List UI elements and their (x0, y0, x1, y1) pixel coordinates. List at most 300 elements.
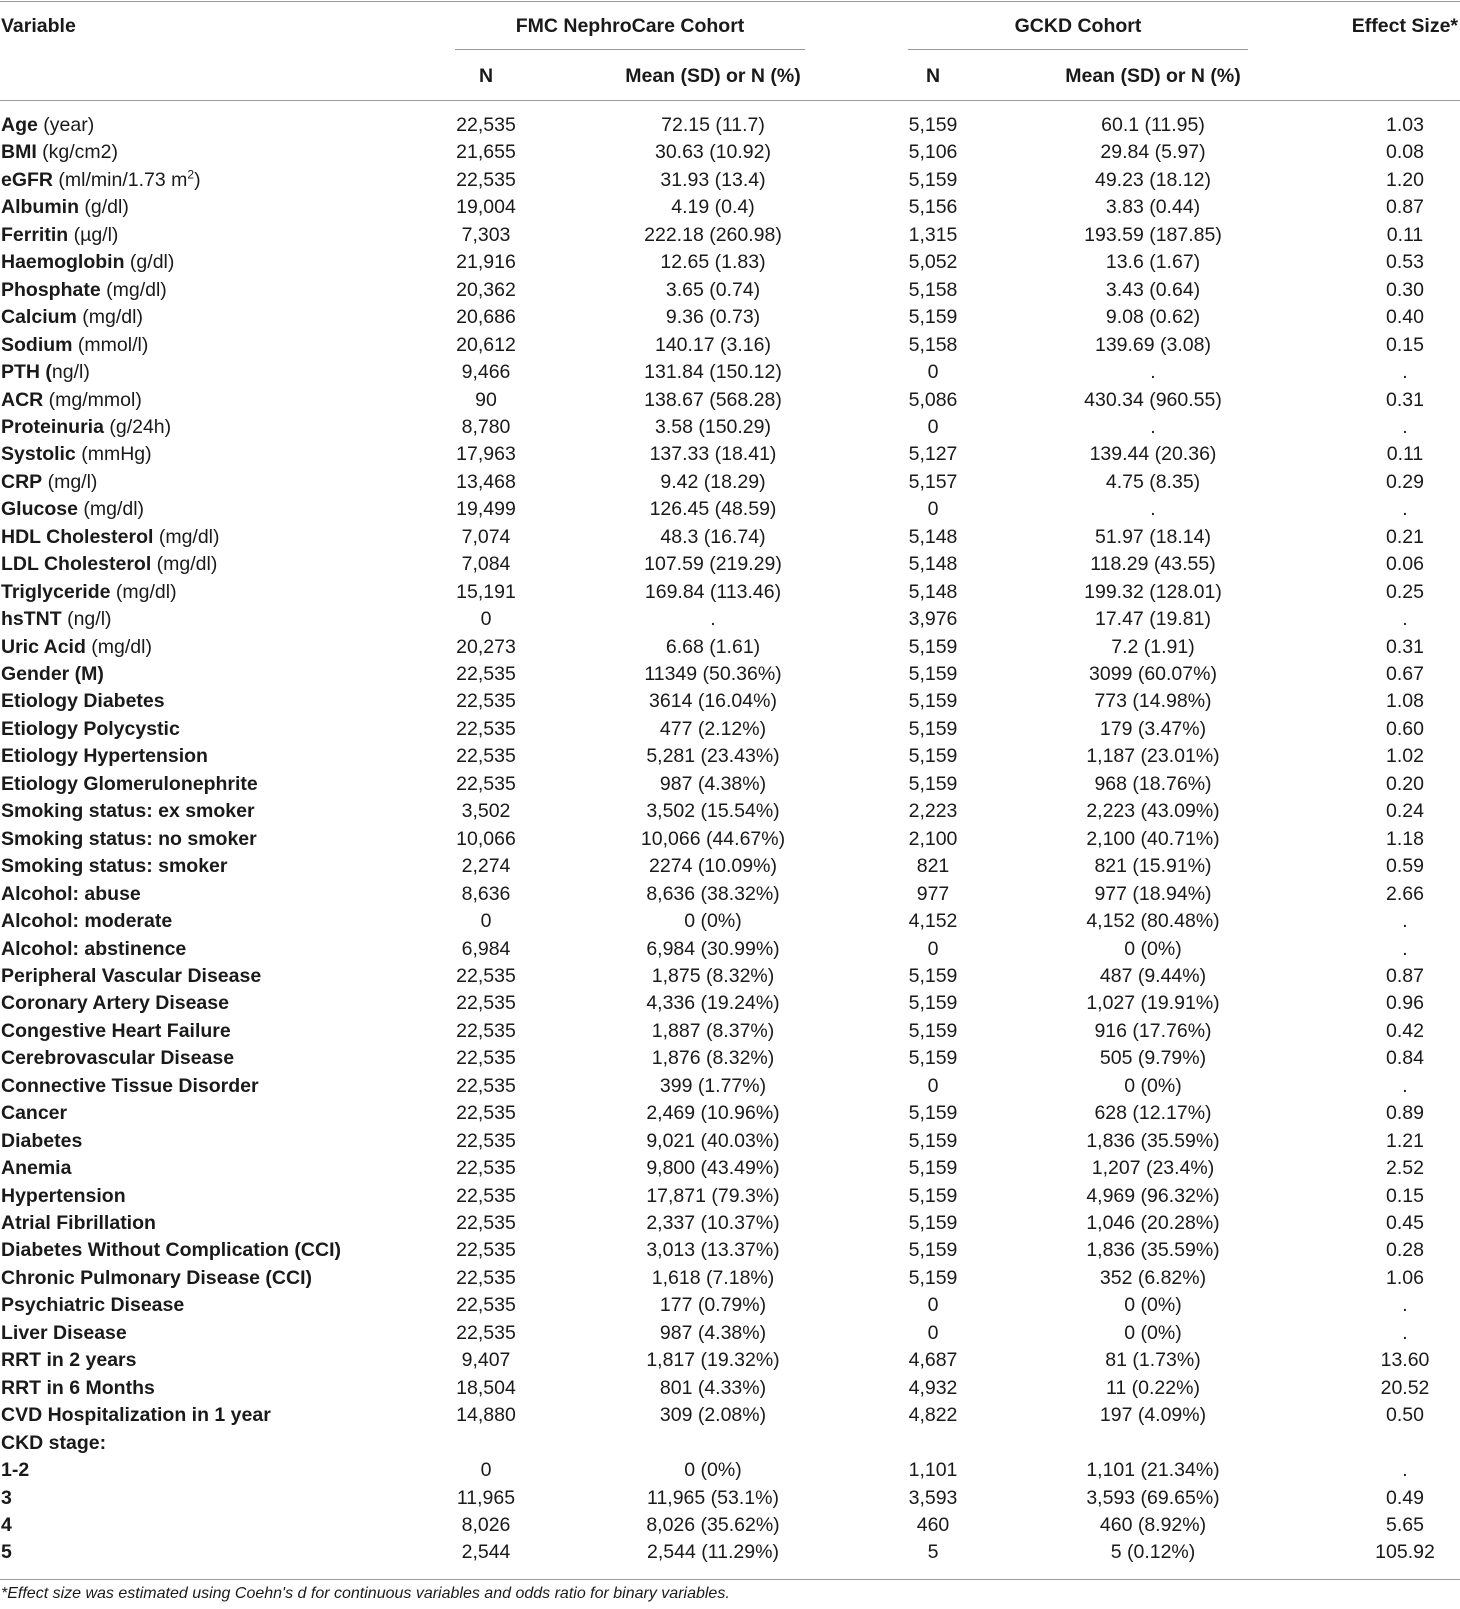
effect-size-cell: 0.84 (1386, 1047, 1424, 1070)
effect-size-cell: 0.11 (1386, 443, 1424, 466)
fmc-value-cell: 8,026 (35.62%) (646, 1513, 780, 1536)
effect-size-cell: 0.24 (1386, 800, 1424, 823)
table-row (0, 1539, 1460, 1567)
variable-unit: (mg/dl) (77, 498, 145, 521)
variable-name: HDL Cholesterol (1, 525, 154, 548)
gckd-value-cell: 821 (15.91%) (1094, 855, 1212, 878)
table-row (0, 277, 1460, 305)
effect-size-cell: 20.52 (1380, 1376, 1430, 1399)
fmc-n-cell: 9,407 (461, 1349, 511, 1372)
fmc-n-cell: 21,655 (456, 141, 516, 164)
variable-name: Psychiatric Disease (1, 1294, 185, 1317)
variable-name: CRP (1, 470, 43, 493)
gckd-n-cell: 5,159 (908, 1102, 958, 1125)
table-row (0, 1155, 1460, 1183)
table-row (0, 1210, 1460, 1238)
variable-name: Diabetes (1, 1129, 83, 1152)
variable-cell (1, 524, 220, 552)
fmc-value-cell: 31.93 (13.4) (660, 168, 766, 191)
variable-unit-tail: ) (194, 168, 201, 191)
fmc-n-cell: 19,499 (456, 498, 516, 521)
effect-size-cell: 1.08 (1386, 690, 1424, 713)
fmc-n-cell: 6,984 (461, 937, 511, 960)
gckd-value-cell: 51.97 (18.14) (1094, 525, 1211, 548)
variable-name: Etiology Hypertension (1, 745, 208, 768)
fmc-value-cell: 399 (1.77%) (659, 1074, 767, 1097)
fmc-value-cell: 8,636 (38.32%) (646, 882, 780, 905)
table-row (0, 441, 1460, 469)
fmc-value-cell: 5,281 (23.43%) (646, 745, 780, 768)
gckd-value-cell: 49.23 (18.12) (1094, 168, 1211, 191)
fmc-n-cell: 90 (475, 388, 497, 411)
fmc-value-cell: 6.68 (1.61) (665, 635, 761, 658)
variable-cell (1, 1402, 271, 1430)
gckd-n-cell: 460 (916, 1513, 950, 1536)
table-row (0, 414, 1460, 442)
effect-size-cell: . (1402, 1074, 1408, 1097)
table-row (0, 139, 1460, 167)
fmc-n-cell: 22,535 (456, 114, 516, 136)
fmc-n-cell: 3,502 (461, 800, 511, 823)
fmc-value-cell: 1,618 (7.18%) (651, 1266, 775, 1289)
fmc-value-cell: 0 (0%) (684, 1459, 742, 1482)
variable-name: Sodium (1, 333, 73, 356)
effect-size-cell: 0.53 (1386, 251, 1424, 274)
variable-unit: (mg/dl) (151, 553, 218, 576)
variable-name: Coronary Artery Disease (1, 992, 229, 1015)
variable-name: eGFR (1, 168, 54, 191)
fmc-value-cell: 2,337 (10.37%) (646, 1212, 780, 1234)
variable-name: RRT in 6 Months (1, 1376, 155, 1399)
fmc-n-cell: 22,535 (456, 1047, 516, 1070)
table-row (0, 167, 1460, 195)
fmc-value-cell: 3,013 (13.37%) (646, 1239, 780, 1262)
variable-name: ACR (1, 388, 44, 411)
fmc-value-cell: 30.63 (10.92) (654, 141, 771, 164)
gckd-value-cell: 4,152 (80.48%) (1086, 910, 1220, 933)
header-effect-size: Effect Size* (1351, 15, 1458, 37)
effect-size-cell: 0.45 (1386, 1212, 1424, 1234)
variable-name: Connective Tissue Disorder (1, 1074, 259, 1097)
variable-name: Albumin (1, 196, 79, 219)
fmc-value-cell: 72.15 (11.7) (661, 114, 765, 136)
gckd-value-cell: 1,836 (35.59%) (1086, 1239, 1220, 1262)
effect-size-cell: 1.21 (1386, 1129, 1424, 1152)
fmc-n-cell: 20,612 (456, 333, 516, 356)
gckd-value-cell: 628 (12.17%) (1094, 1102, 1212, 1125)
fmc-value-cell: 1,876 (8.32%) (651, 1047, 775, 1070)
gckd-value-cell: 487 (9.44%) (1099, 964, 1207, 987)
gckd-value-cell: . (1150, 361, 1156, 384)
fmc-value-cell: 987 (4.38%) (659, 772, 767, 795)
header-fmc-mean: Mean (SD) or N (%) (625, 65, 801, 87)
gckd-group-rule (908, 49, 1248, 50)
gckd-value-cell: 460 (8.92%) (1099, 1513, 1207, 1536)
variable-cell (1, 387, 142, 415)
variable-cell (1, 881, 141, 909)
fmc-n-cell: 8,636 (461, 882, 511, 905)
fmc-value-cell: 177 (0.79%) (659, 1294, 767, 1317)
fmc-n-cell: 22,535 (456, 1129, 516, 1152)
variable-cell (1, 579, 177, 607)
fmc-value-cell: 477 (2.12%) (659, 717, 767, 740)
fmc-value-cell: 9,800 (43.49%) (646, 1157, 780, 1180)
table-row (0, 222, 1460, 250)
table-row (0, 1045, 1460, 1073)
gckd-n-cell: 5,159 (908, 717, 958, 740)
gckd-n-cell: 5,159 (908, 690, 958, 713)
effect-size-cell: . (1402, 361, 1408, 384)
variable-name: LDL Cholesterol (1, 553, 152, 576)
variable-cell (1, 826, 257, 854)
effect-size-cell: 0.67 (1386, 663, 1424, 685)
effect-size-cell: 1.18 (1386, 827, 1424, 850)
fmc-value-cell: 801 (4.33%) (659, 1376, 767, 1399)
variable-name: Chronic Pulmonary Disease (CCI) (1, 1266, 312, 1289)
variable-cell (1, 606, 112, 634)
gckd-value-cell: . (1150, 415, 1156, 438)
fmc-n-cell: 0 (480, 910, 492, 933)
gckd-value-cell: 5 (0.12%) (1110, 1541, 1196, 1564)
fmc-n-cell: 22,535 (456, 1074, 516, 1097)
variable-unit: (ng/l) (61, 608, 112, 631)
gckd-value-cell: 0 (0%) (1124, 1294, 1182, 1317)
gckd-n-cell: 5,159 (908, 114, 958, 136)
variable-name: Gender (M) (1, 663, 104, 685)
gckd-n-cell: 5,159 (908, 745, 958, 768)
fmc-value-cell: 9.42 (18.29) (660, 470, 766, 493)
table-row (0, 826, 1460, 854)
fmc-n-cell: 22,535 (456, 1321, 516, 1344)
gckd-value-cell: 0 (0%) (1124, 1321, 1182, 1344)
gckd-n-cell: 0 (927, 1074, 939, 1097)
variable-cell (1, 304, 143, 332)
effect-size-cell: . (1402, 1294, 1408, 1317)
gckd-n-cell: 5,158 (908, 333, 958, 356)
fmc-n-cell: 2,544 (461, 1541, 511, 1564)
fmc-value-cell: 11,965 (53.1%) (647, 1486, 779, 1509)
fmc-value-cell: 987 (4.38%) (659, 1321, 767, 1344)
fmc-value-cell: 3.65 (0.74) (665, 278, 761, 301)
variable-cell (1, 634, 152, 662)
variable-name: Liver Disease (1, 1321, 127, 1344)
fmc-value-cell: 9.36 (0.73) (665, 306, 761, 329)
variable-cell (1, 1073, 259, 1101)
table-row (0, 1128, 1460, 1156)
variable-cell (1, 936, 186, 964)
gckd-n-cell: 5,159 (908, 168, 958, 191)
gckd-n-cell: 5,159 (908, 1239, 958, 1262)
variable-unit: (mg/mmol) (43, 388, 142, 411)
gckd-n-cell: 2,223 (908, 800, 958, 823)
variable-cell (1, 716, 180, 744)
gckd-n-cell: 5,086 (908, 388, 958, 411)
gckd-value-cell: 1,207 (23.4%) (1091, 1157, 1215, 1180)
gckd-value-cell: 1,027 (19.91%) (1086, 992, 1220, 1015)
variable-cell (1, 112, 94, 140)
variable-cell (1, 414, 171, 442)
variable-cell (1, 359, 90, 387)
fmc-n-cell: 20,362 (456, 278, 516, 301)
variable-cell (1, 1375, 155, 1403)
fmc-value-cell: 169.84 (113.46) (644, 580, 782, 603)
top-rule (0, 1, 1460, 2)
gckd-value-cell: 773 (14.98%) (1094, 690, 1212, 713)
gckd-n-cell: 5,157 (908, 470, 958, 493)
variable-cell (1, 1320, 127, 1348)
fmc-n-cell: 22,535 (456, 717, 516, 740)
effect-size-cell: 0.87 (1386, 196, 1424, 219)
variable-cell (1, 771, 258, 799)
fmc-n-cell: 15,191 (456, 580, 516, 603)
gckd-n-cell: 5,148 (908, 525, 958, 548)
fmc-value-cell: 48.3 (16.74) (660, 525, 766, 548)
variable-cell (1, 1128, 82, 1156)
fmc-n-cell: 20,686 (456, 306, 516, 329)
gckd-n-cell: 5,148 (908, 553, 958, 576)
variable-name: RRT in 2 years (1, 1349, 137, 1372)
fmc-value-cell: 138.67 (568.28) (644, 388, 782, 411)
variable-name: Anemia (1, 1157, 72, 1180)
variable-unit: (year) (37, 114, 95, 136)
fmc-n-cell: 21,916 (456, 251, 516, 274)
effect-size-cell: 0.59 (1386, 855, 1424, 878)
gckd-n-cell: 821 (916, 855, 950, 878)
table-row (0, 1237, 1460, 1265)
table-row (0, 1457, 1460, 1485)
gckd-n-cell: 5,159 (908, 306, 958, 329)
variable-cell (1, 990, 229, 1018)
variable-name: Hypertension (1, 1184, 126, 1207)
fmc-value-cell: 9,021 (40.03%) (646, 1129, 780, 1152)
variable-cell (1, 496, 144, 524)
effect-size-cell: 0.25 (1386, 580, 1424, 603)
gckd-n-cell: 5,156 (908, 196, 958, 219)
variable-name: CVD Hospitalization in 1 year (1, 1404, 271, 1427)
gckd-n-cell: 5,159 (908, 635, 958, 658)
variable-cell (1, 469, 97, 497)
table-row (0, 359, 1460, 387)
variable-cell (1, 222, 118, 250)
gckd-n-cell: 5,052 (908, 251, 958, 274)
gckd-n-cell: 0 (927, 415, 939, 438)
table-row (0, 249, 1460, 277)
gckd-n-cell: 0 (927, 1294, 939, 1317)
gckd-value-cell: 4.75 (8.35) (1105, 470, 1201, 493)
gckd-n-cell: 5,159 (908, 1129, 958, 1152)
gckd-value-cell: 81 (1.73%) (1105, 1349, 1201, 1372)
gckd-n-cell: 4,687 (908, 1349, 958, 1372)
table-row (0, 304, 1460, 332)
fmc-n-cell: 9,466 (461, 361, 511, 384)
gckd-value-cell: 977 (18.94%) (1094, 882, 1212, 905)
variable-unit: (kg/cm2) (36, 141, 119, 164)
effect-size-cell: . (1402, 415, 1408, 438)
effect-size-cell: 2.52 (1386, 1157, 1424, 1180)
table-row (0, 798, 1460, 826)
fmc-value-cell: 137.33 (18.41) (649, 443, 777, 466)
table-row (0, 743, 1460, 771)
fmc-n-cell: 22,535 (456, 1239, 516, 1262)
table-row (0, 1018, 1460, 1046)
gckd-value-cell: 4,969 (96.32%) (1086, 1184, 1220, 1207)
gckd-value-cell: 13.6 (1.67) (1105, 251, 1201, 274)
gckd-n-cell: 3,976 (908, 608, 958, 631)
fmc-n-cell: 19,004 (456, 196, 516, 219)
table-row (0, 1485, 1460, 1513)
fmc-n-cell: 17,963 (456, 443, 516, 466)
gckd-n-cell: 5,106 (908, 141, 958, 164)
effect-size-cell: 0.60 (1386, 717, 1424, 740)
variable-cell (1, 1512, 12, 1540)
effect-size-cell: 0.50 (1386, 1404, 1424, 1427)
table-row (0, 1320, 1460, 1348)
gckd-value-cell: 0 (0%) (1124, 937, 1182, 960)
fmc-value-cell: 10,066 (44.67%) (640, 827, 786, 850)
gckd-n-cell: 1,315 (908, 223, 958, 246)
fmc-n-cell: 13,468 (456, 470, 516, 493)
variable-name: CKD stage: (1, 1431, 107, 1454)
variable-cell (1, 1018, 231, 1046)
variable-cell (1, 139, 118, 167)
fmc-n-cell: 7,084 (461, 553, 511, 576)
gckd-value-cell: 3.43 (0.64) (1105, 278, 1201, 301)
gckd-n-cell: 2,100 (908, 827, 958, 850)
variable-name: Cerebrovascular Disease (1, 1047, 235, 1070)
variable-name: 1-2 (1, 1459, 30, 1482)
gckd-n-cell: 5,159 (908, 663, 958, 685)
effect-size-cell: 0.31 (1386, 388, 1424, 411)
table-row (0, 1292, 1460, 1320)
effect-size-cell: 0.21 (1386, 525, 1424, 548)
variable-cell (1, 1045, 234, 1073)
effect-size-cell: 105.92 (1375, 1541, 1435, 1564)
fmc-value-cell: 1,817 (19.32%) (646, 1349, 780, 1372)
effect-size-cell: 0.31 (1386, 635, 1424, 658)
variable-name: Etiology Polycystic (1, 717, 180, 740)
gckd-n-cell: 0 (927, 498, 939, 521)
gckd-value-cell: 139.44 (20.36) (1089, 443, 1217, 466)
variable-unit: (mg/l) (42, 470, 98, 493)
fmc-value-cell: 2,544 (11.29%) (647, 1541, 779, 1564)
table-row (0, 990, 1460, 1018)
gckd-value-cell: 430.34 (960.55) (1084, 388, 1222, 411)
gckd-value-cell: 193.59 (187.85) (1084, 223, 1222, 246)
variable-name: 5 (1, 1541, 12, 1564)
fmc-value-cell: 11349 (50.36%) (644, 663, 782, 685)
fmc-value-cell: 140.17 (3.16) (654, 333, 771, 356)
gckd-value-cell: 139.69 (3.08) (1094, 333, 1211, 356)
header-gckd-cohort: GCKD Cohort (1014, 15, 1142, 37)
gckd-n-cell: 5,159 (908, 1047, 958, 1070)
gckd-value-cell: 179 (3.47%) (1099, 717, 1207, 740)
gckd-n-cell: 0 (927, 361, 939, 384)
gckd-value-cell: 60.1 (11.95) (1101, 114, 1205, 136)
table-row (0, 194, 1460, 222)
table-row (0, 1375, 1460, 1403)
effect-size-cell: 0.15 (1386, 1184, 1424, 1207)
variable-name: Uric Acid (1, 635, 86, 658)
variable-cell (1, 688, 165, 716)
variable-cell (1, 1539, 12, 1567)
gckd-n-cell: 5,159 (908, 772, 958, 795)
variable-cell (1, 249, 174, 277)
effect-size-cell: 0.40 (1386, 306, 1424, 329)
header-variable: Variable (1, 15, 76, 37)
gckd-value-cell: 916 (17.76%) (1094, 1019, 1212, 1042)
effect-size-cell: . (1402, 910, 1408, 933)
variable-name: Alcohol: abuse (1, 882, 141, 905)
fmc-n-cell: 22,535 (456, 992, 516, 1015)
header-gckd-n: N (925, 65, 941, 87)
header-bottom-rule (0, 100, 1460, 101)
fmc-value-cell: 1,887 (8.37%) (651, 1019, 775, 1042)
variable-cell (1, 798, 255, 826)
table-row (0, 551, 1460, 579)
table-row (0, 579, 1460, 607)
effect-size-cell: 0.15 (1386, 333, 1424, 356)
table-row (0, 771, 1460, 799)
variable-name: Phosphate (1, 278, 101, 301)
gckd-n-cell: 3,593 (908, 1486, 958, 1509)
effect-size-cell: 5.65 (1386, 1513, 1424, 1536)
variable-cell (1, 441, 152, 469)
fmc-value-cell: 17,871 (79.3%) (646, 1184, 780, 1207)
fmc-n-cell: 7,303 (461, 223, 511, 246)
variable-cell (1, 963, 261, 991)
table-row (0, 853, 1460, 881)
variable-unit: (g/dl) (79, 196, 129, 219)
variable-unit: (mg/dl) (100, 278, 167, 301)
variable-cell (1, 277, 167, 305)
table-row (0, 1347, 1460, 1375)
gckd-n-cell: 5,127 (908, 443, 958, 466)
table-row (0, 387, 1460, 415)
variable-cell (1, 1237, 341, 1265)
gckd-value-cell: 2,223 (43.09%) (1086, 800, 1220, 823)
variable-cell (1, 194, 129, 222)
variable-name: BMI (1, 141, 37, 164)
fmc-n-cell: 22,535 (456, 964, 516, 987)
effect-size-cell: 1.03 (1386, 114, 1424, 136)
fmc-value-cell: 126.45 (48.59) (649, 498, 777, 521)
gckd-n-cell: 4,822 (908, 1404, 958, 1427)
gckd-value-cell: 11 (0.22%) (1106, 1376, 1200, 1399)
effect-size-cell: 0.28 (1386, 1239, 1424, 1262)
variable-cell (1, 1265, 312, 1293)
effect-size-cell: . (1402, 1459, 1408, 1482)
effect-size-cell: . (1402, 1321, 1408, 1344)
gckd-n-cell: 5,148 (908, 580, 958, 603)
gckd-n-cell: 5,159 (908, 1184, 958, 1207)
variable-name: hsTNT (1, 608, 62, 631)
gckd-value-cell: 9.08 (0.62) (1105, 306, 1201, 329)
table-row (0, 1183, 1460, 1211)
gckd-n-cell: 1,101 (908, 1459, 958, 1482)
fmc-n-cell: 8,026 (461, 1513, 511, 1536)
variable-cell (1, 743, 208, 771)
gckd-value-cell: 3.83 (0.44) (1105, 196, 1201, 219)
gckd-value-cell: 1,046 (20.28%) (1086, 1212, 1220, 1234)
table-row (0, 634, 1460, 662)
effect-size-cell: 0.96 (1386, 992, 1424, 1015)
unit-superscript: 2 (187, 167, 195, 182)
gckd-n-cell: 5,159 (908, 1019, 958, 1042)
gckd-value-cell: 197 (4.09%) (1099, 1404, 1207, 1427)
effect-size-cell: 13.60 (1380, 1349, 1430, 1372)
effect-size-cell: 1.02 (1386, 745, 1424, 768)
variable-unit: (g/24h) (103, 415, 172, 438)
